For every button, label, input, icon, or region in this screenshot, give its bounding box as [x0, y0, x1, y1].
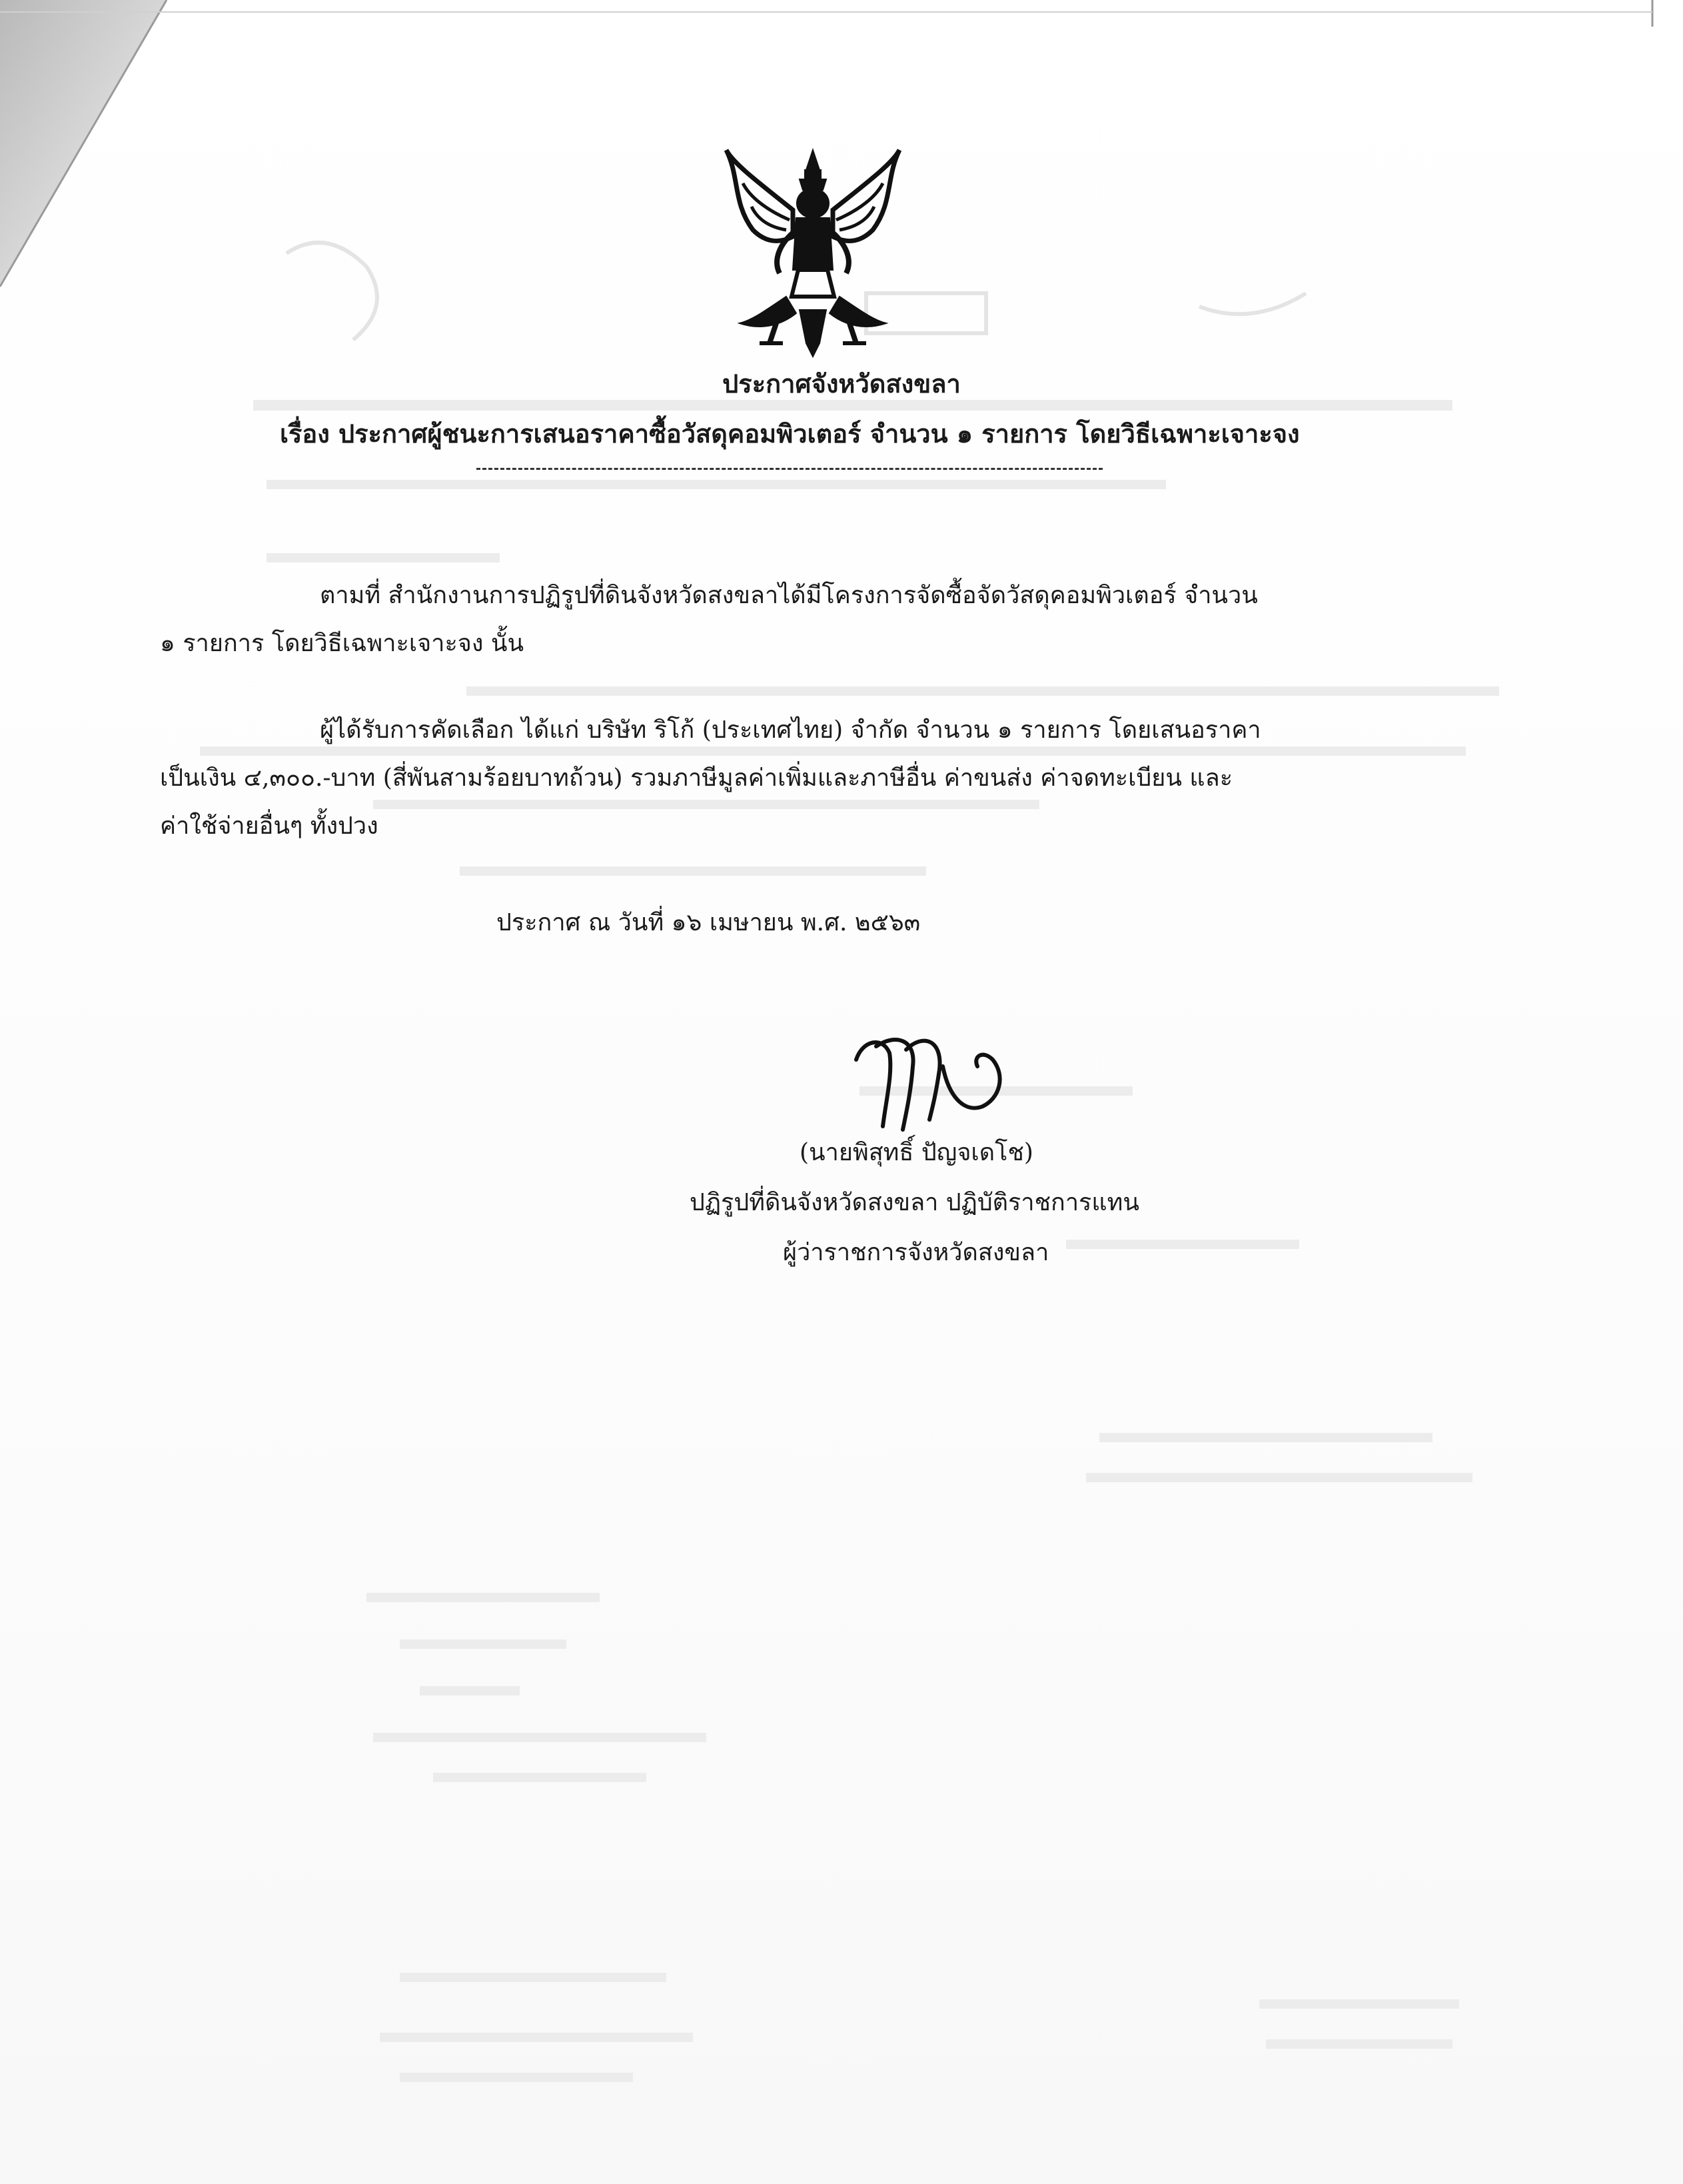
garuda-emblem-icon [720, 143, 906, 363]
handwritten-signature [849, 1020, 1049, 1140]
signatory-position-1: ปฏิรูปที่ดินจังหวัดสงขลา ปฏิบัติราชการแทน [690, 1189, 1139, 1216]
announcement-date: ประกาศ ณ วันที่ ๑๖ เมษายน พ.ศ. ๒๕๖๓ [496, 909, 921, 936]
paragraph-1-line-2: ๑ รายการ โดยวิธีเฉพาะเจาะจง นั้น [160, 630, 524, 657]
paragraph-2-line-2: เป็นเงิน ๔,๓๐๐.-บาท (สี่พันสามร้อยบาทถ้วน) รวมภาษีมูลค่าเพิ่มและภาษีอื่น ค่าขนส่ง ค่าจดทะเบียน และ [160, 764, 1233, 792]
signatory-position-2: ผู้ว่าราชการจังหวัดสงขลา [783, 1239, 1049, 1266]
announcement-issuer: ประกาศจังหวัดสงขลา [722, 369, 961, 399]
paragraph-1-line-1: ตามที่ สำนักงานการปฏิรูปที่ดินจังหวัดสงขลาได้มีโครงการจัดซื้อจัดวัสดุคอมพิวเตอร์ จำนวน [320, 582, 1258, 609]
title-divider [476, 468, 1103, 470]
signatory-name: (นายพิสุทธิ์ ปัญจเดโช) [800, 1139, 1033, 1166]
announcement-subject: เรื่อง ประกาศผู้ชนะการเสนอราคาซื้อวัสดุคอมพิวเตอร์ จำนวน ๑ รายการ โดยวิธีเฉพาะเจาะจง [280, 419, 1300, 449]
paragraph-2-line-1: ผู้ได้รับการคัดเลือก ได้แก่ บริษัท ริโก้ (ประเทศไทย) จำกัด จำนวน ๑ รายการ โดยเสนอราคา [320, 716, 1261, 744]
paragraph-2-line-3: ค่าใช้จ่ายอื่นๆ ทั้งปวง [160, 812, 378, 840]
